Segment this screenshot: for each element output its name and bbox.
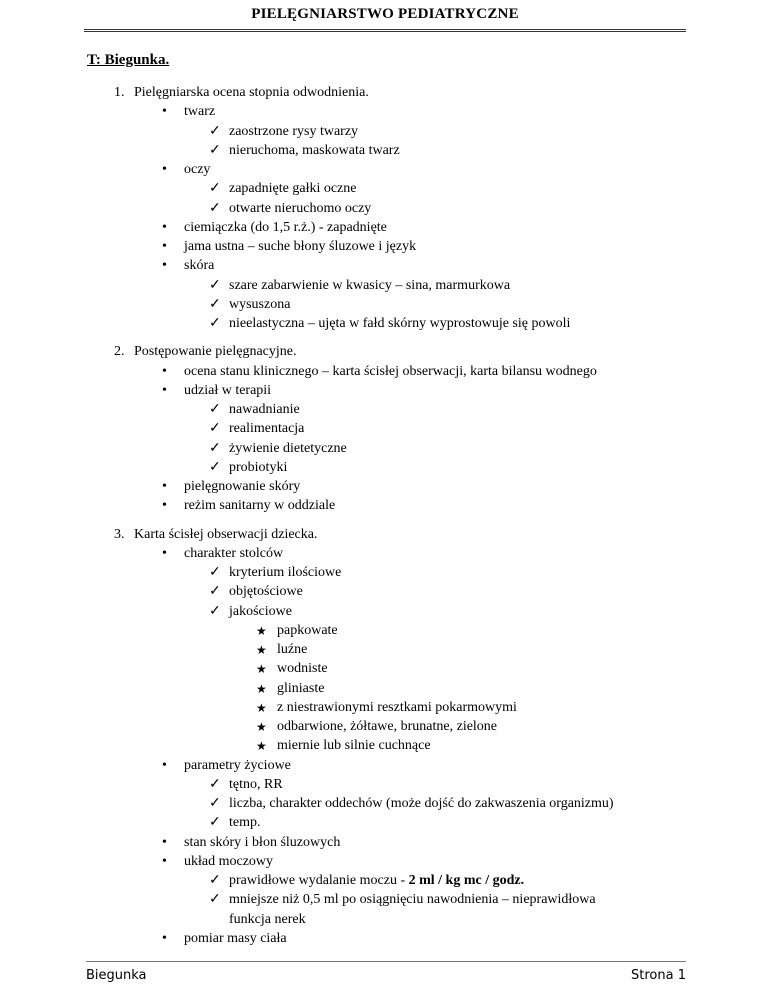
check-text: otwarte nieruchomo oczy: [229, 200, 372, 216]
bullet-icon: •: [162, 757, 167, 773]
checkmark-icon: ✓: [209, 440, 221, 456]
star-text: wodniste: [277, 661, 328, 677]
star-icon: ★: [256, 623, 267, 638]
bullet-icon: •: [162, 853, 167, 869]
check-text: prawidłowe wydalanie moczu - 2 ml / kg mc / godz.: [229, 873, 525, 888]
star-text: miernie lub silnie cuchnące: [277, 738, 431, 754]
checkmark-icon: ✓: [209, 421, 221, 437]
checkmark-icon: ✓: [209, 565, 221, 580]
check-text: jakościowe: [229, 603, 292, 619]
checkmark-icon: ✓: [209, 277, 221, 293]
check-text: szare zabarwienie w kwasicy – sina, marmurkowa: [229, 277, 511, 293]
check-text: kryterium ilościowe: [229, 565, 342, 580]
check-text-continuation: funkcja nerek: [229, 911, 306, 927]
checkmark-icon: ✓: [209, 402, 221, 417]
checkmark-icon: ✓: [209, 316, 221, 331]
bullet-text: twarz: [184, 104, 216, 120]
check-text: temp.: [229, 815, 261, 831]
bullet-text: ciemiączka (do 1,5 r.ż.) - zapadnięte: [184, 219, 387, 235]
checkmark-icon: ✓: [209, 776, 221, 792]
page-header: [84, 6, 686, 32]
section-title: Karta ścisłej obserwacji dziecka.: [134, 526, 318, 542]
star-icon: ★: [256, 681, 267, 696]
header-title: PIELĘGNIARSTWO PEDIATRYCZNE: [251, 6, 519, 22]
checkmark-icon: ✓: [209, 796, 221, 811]
check-text: żywienie dietetyczne: [229, 440, 347, 456]
bullet-text: układ moczowy: [184, 853, 274, 869]
star-icon: ★: [256, 720, 267, 734]
bullet-text: jama ustna – suche błony śluzowe i język: [184, 239, 417, 254]
star-icon: ★: [256, 662, 267, 677]
section-number: 1.: [114, 85, 125, 100]
bullet-icon: •: [162, 104, 167, 120]
footer-page-number: Strona 1: [631, 968, 686, 983]
bullet-icon: •: [162, 930, 167, 946]
section-title: Postępowanie pielęgnacyjne.: [134, 344, 297, 360]
star-icon: ★: [256, 700, 267, 715]
topic-title: T: Biegunka.: [87, 52, 170, 68]
checkmark-icon: ✓: [209, 584, 221, 600]
page-footer: [86, 961, 686, 983]
bullet-icon: •: [162, 498, 167, 514]
emphasis-value: 2 ml / kg mc / godz.: [408, 873, 525, 888]
check-text: liczba, charakter oddechów (może dojść do zakwaszenia organizmu): [229, 796, 614, 811]
bullet-text: parametry życiowe: [184, 757, 291, 773]
checkmark-icon: ✓: [209, 123, 221, 139]
bullet-text: charakter stolców: [184, 545, 284, 561]
bullet-icon: •: [162, 162, 167, 177]
bullet-text: udział w terapii: [184, 382, 272, 398]
check-text: wysuszona: [229, 296, 291, 312]
checkmark-icon: ✓: [209, 459, 221, 475]
checkmark-icon: ✓: [209, 200, 221, 216]
star-text: luźne: [277, 642, 308, 657]
bullet-icon: •: [162, 258, 167, 274]
checkmark-icon: ✓: [209, 815, 221, 831]
check-text: probiotyki: [229, 459, 288, 475]
check-text: objętościowe: [229, 584, 303, 600]
star-text: z niestrawionymi resztkami pokarmowymi: [277, 699, 517, 715]
check-text: tętno, RR: [229, 776, 283, 792]
check-text: zaostrzone rysy twarzy: [229, 123, 359, 139]
bullet-text: skóra: [184, 258, 215, 274]
check-text: nieelastyczna – ujęta w fałd skórny wyprostowuje się powoli: [229, 316, 571, 331]
bullet-text: oczy: [184, 162, 211, 177]
check-text: nawadnianie: [229, 402, 300, 417]
section-number: 2.: [114, 344, 125, 360]
checkmark-icon: ✓: [209, 892, 221, 908]
footer-document-name: Biegunka: [86, 968, 147, 983]
bullet-text: reżim sanitarny w oddziale: [184, 498, 336, 514]
bullet-icon: •: [162, 545, 167, 561]
star-text: odbarwione, żółtawe, brunatne, zielone: [277, 719, 498, 734]
checkmark-icon: ✓: [209, 181, 221, 197]
star-icon: ★: [256, 643, 267, 657]
star-text: gliniaste: [277, 680, 325, 696]
checkmark-icon: ✓: [209, 603, 221, 619]
bullet-icon: •: [162, 363, 167, 379]
bullet-text: pielęgnowanie skóry: [184, 479, 301, 494]
bullet-text: ocena stanu klinicznego – karta ścisłej obserwacji, karta bilansu wodnego: [184, 363, 597, 379]
bullet-icon: •: [162, 219, 167, 235]
section-title: Pielęgniarska ocena stopnia odwodnienia.: [134, 85, 369, 100]
star-text: papkowate: [277, 622, 338, 638]
section-number: 3.: [114, 526, 125, 542]
checkmark-icon: ✓: [209, 142, 221, 158]
check-text: zapadnięte gałki oczne: [229, 181, 357, 197]
checkmark-icon: ✓: [209, 296, 221, 312]
bullet-text: stan skóry i błon śluzowych: [184, 834, 341, 850]
bullet-text: pomiar masy ciała: [184, 930, 287, 946]
bullet-icon: •: [162, 239, 167, 254]
check-text: realimentacja: [229, 421, 305, 437]
checkmark-icon: ✓: [209, 873, 221, 888]
bullet-icon: •: [162, 479, 167, 494]
check-text: mniejsze niż 0,5 ml po osiągnięciu nawodnienia – nieprawidłowa: [229, 892, 596, 908]
star-icon: ★: [256, 739, 267, 754]
bullet-icon: •: [162, 834, 167, 850]
bullet-icon: •: [162, 382, 167, 398]
check-text: nieruchoma, maskowata twarz: [229, 142, 400, 158]
